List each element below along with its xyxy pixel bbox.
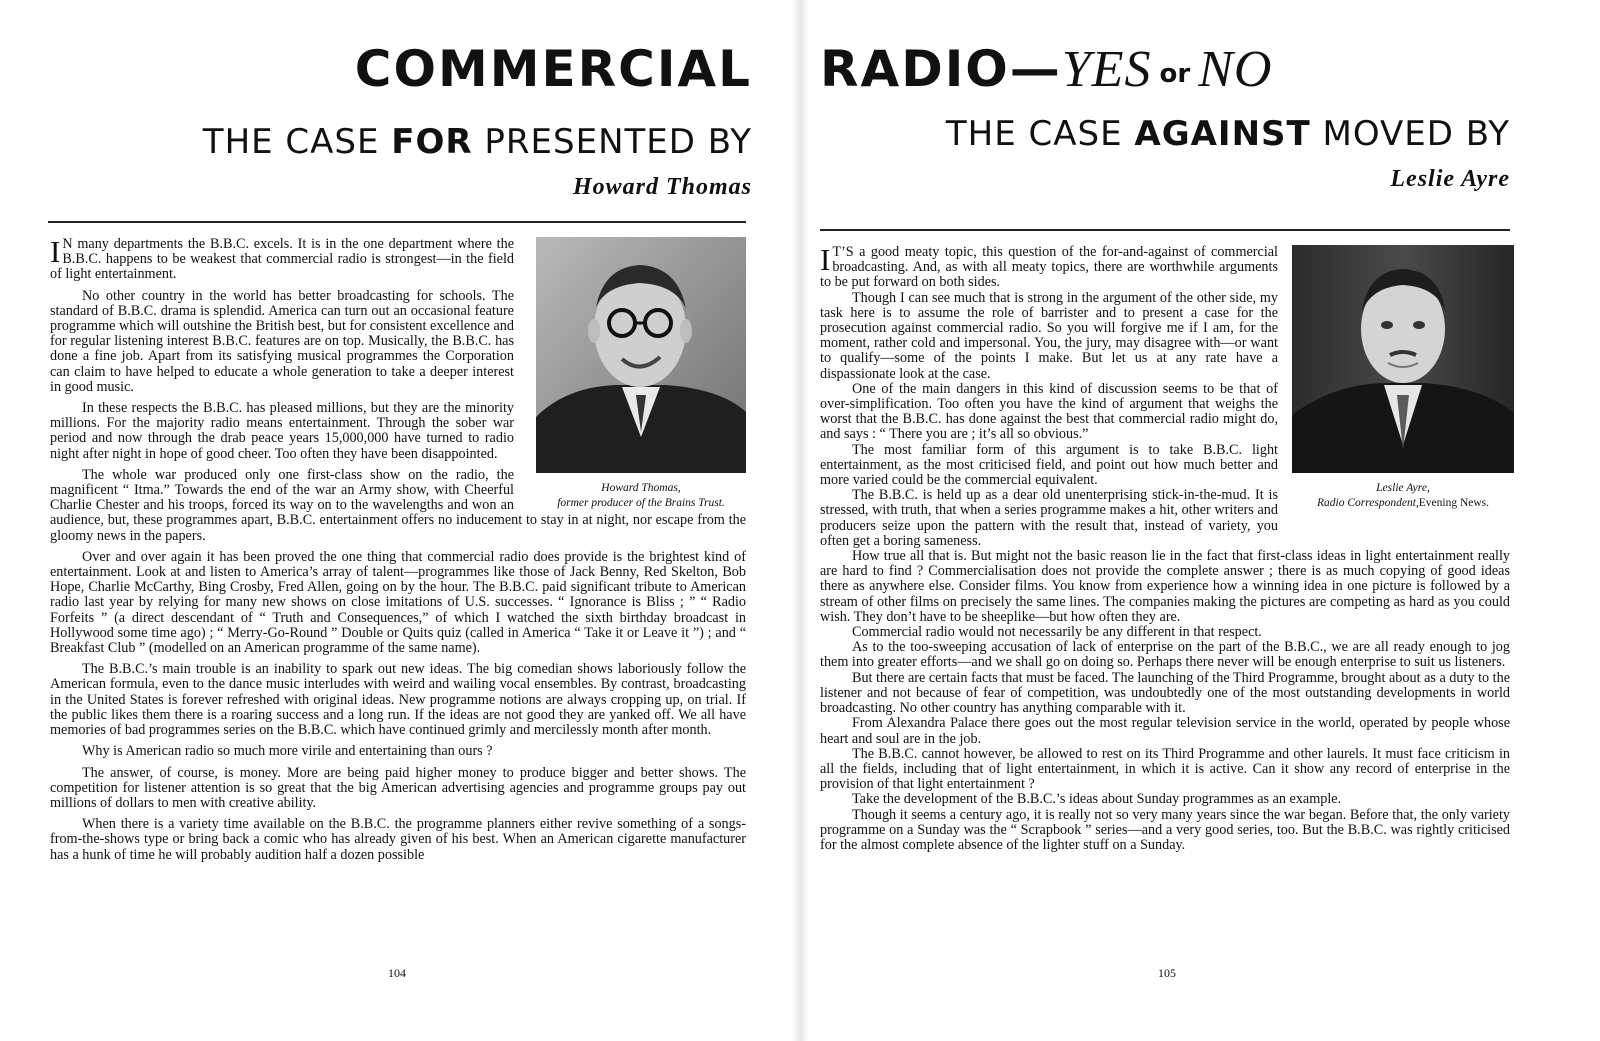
author-leslie-ayre: Leslie Ayre — [1390, 166, 1510, 192]
caption-name: Howard Thomas, — [601, 482, 681, 494]
paragraph: But there are certain facts that must be faced. The launching of the Third Programme, brought about as a duty to the listener and not because of fear of competition, was undoubtedly one of the most outstanding developments in world broadcasting. No other country has anything comparable with it. — [820, 669, 1510, 717]
caption-paper: Evening News. — [1418, 497, 1490, 509]
caption-role: Radio Correspondent, — [1316, 497, 1419, 509]
paragraph: As to the too-sweeping accusation of lack of enterprise on the part of the B.B.C., we are all ready enough to jog them into greater efforts—and we shall go on doing so. Perhaps there never will be enough enterprise to suit us listeners. — [820, 639, 1510, 671]
paragraph: The B.B.C. cannot however, be allowed to rest on its Third Programme and other laurels. It must face criticism in all the fields, including that of light entertainment, in which it is active. Can it show any record of enterprise in the provision of that light entertainment ? — [820, 745, 1510, 793]
drop-cap: I — [50, 234, 61, 269]
paragraph-first-text: T’S a good meaty topic, this question of the for-and-against of commercial broadcasting. And, as with all meaty topics, there are worthwhile arguments to be put forward on both sides. — [820, 244, 1278, 291]
paragraph: The most familiar form of this argument is to take B.B.C. light entertainment, as the most criticised field, and point out how much better and more varied could be the commercial equivalent. — [820, 441, 1278, 489]
case-for-post: PRESENTED BY — [472, 122, 752, 162]
paragraph: How true all that is. But might not the basic reason lie in the fact that first-class ideas in light entertainment really are hard to find ? Commercialisation does not provide the complete answer ; there is as much copying of good ideas there as anywhere else. Consider films. You know from experience how a winning idea in one picture is followed by a stream of other films on precisely the same lines. The companies making the pictures are competing as hard as you could wish. They don’t have to be sheeplike—but how often they are. — [820, 548, 1510, 625]
headline-radio: RADIO— — [820, 40, 1062, 98]
paragraph: The answer, of course, is money. More are being paid higher money to produce bigger and better shows. The competition for listener attention is so great that the big American advertising agencies and programme groups pay out millions of dollars to men with creative ability. — [50, 764, 746, 811]
paragraph: Commercial radio would not necessarily be any different in that respect. — [852, 624, 1262, 641]
paragraph: Over and over again it has been proved the one thing that commercial radio does provide is the brightest kind of entertainment. Look at and listen to America’s array of talent—programmes like those of Jack Benny, Red Skelton, Bob Hope, Charlie McCarthy, Bing Crosby, Fred Allen, going on by the hour. The B.B.C. paid significant tribute to American radio last year by relying for many new shows on close imitations of U.S. successes. “ Ignorance is Bliss ; ” “ Radio Forfeits ” (a direct descendant of “ Truth and Consequences,” of which I watched the sixth birthday broadcast in Hollywood some time ago) ; “ Merry-Go-Round ” Double or Quits quiz (called in America “ Take it or Leave it ”) ; and “ Breakfast Club ” (modelled on an American programme of the same name). — [50, 548, 746, 657]
headline-commercial: COMMERCIAL — [354, 40, 752, 98]
caption-role: former producer of the Brains Trust. — [557, 497, 725, 509]
header-rule — [48, 221, 746, 223]
paragraph: Take the development of the B.B.C.’s ideas about Sunday programmes as an example. — [852, 791, 1342, 808]
header-rule — [820, 229, 1510, 231]
case-for-pre: THE CASE — [202, 122, 392, 162]
article-body-for — [50, 234, 746, 869]
case-against-line — [946, 114, 1510, 154]
case-against-pre: THE CASE — [945, 114, 1135, 154]
paragraph: No other country in the world has better broadcasting for schools. The standard of B.B.C. drama is splendid. America can turn out an occasional feature programme which will outshine the British best, but for consistent excellence and for regular listening interest B.B.C. features are on top. Musically, the B.B.C. has done a fine job. Apart from its satisfying musical programmes the Corporation can claim to have helped to educate a whole generation to take a deeper interest in good music. — [50, 287, 514, 395]
paragraph: The whole war produced only one first-class show on the radio, the magnificent “ Itma.” Towards the end of the war an Army show, with Cheerful Charlie Chester and his troops, forced its way on to the wavelengths and won an audience, but, these programmes apart, B.B.C. entertainment offers no inducement to stay in at night, nor escape from the gloomy news in the papers. — [50, 466, 746, 544]
headline-radio-yes-or-no — [820, 40, 1272, 99]
headline-yes: YES — [1061, 41, 1152, 98]
page-number: 104 — [388, 966, 406, 980]
page-number: 105 — [1158, 966, 1176, 980]
right-page — [800, 0, 1600, 1041]
article-body-against — [820, 242, 1510, 853]
case-for-line — [203, 122, 752, 162]
case-for-bold: FOR — [391, 122, 473, 162]
paragraph: Though I can see much that is strong in the argument of the other side, my task here is to assume the role of barrister and to present a case for the prosecution against commercial radio. So you will forgive me if I am, for the moment, rather cold and impersonal. You, the jury, may disagree with—or want to qualify—some of the points I make. But let us at any rate have a dispassionate look at the case. — [820, 289, 1278, 382]
paragraph: The B.B.C. is held up as a dear old unenterprising stick-in-the-mud. It is stressed, with truth, that when a series programme makes a hit, other writers and producers seize upon the pattern with the result that, instead of variety, you often get a boring sameness. — [820, 487, 1278, 549]
drop-cap: I — [820, 242, 831, 277]
paragraph: When there is a variety time available on the B.B.C. the programme planners either revive something of a songs-from-the-shows type or bring back a comic who has already given of his best. When an American cigarette manufacturer has a hunk of time he will probably audition half a dozen possible — [50, 816, 746, 863]
paragraph: Though it seems a century ago, it is really not so very many years since the war began. Before that, the only variety programme on a Sunday was the “ Scrapbook ” series—and a very good series, too. But the B.B.C. was rightly criticised for the almost complete absence of the lighter stuff on a Sunday. — [820, 806, 1510, 853]
caption-name: Leslie Ayre, — [1376, 482, 1430, 494]
headline-or: or — [1159, 59, 1191, 89]
case-against-post: MOVED BY — [1310, 114, 1510, 154]
headline-no: NO — [1198, 41, 1273, 98]
case-against-bold: AGAINST — [1134, 114, 1311, 154]
paragraph: The B.B.C.’s main trouble is an inability to spark out new ideas. The big comedian shows laboriously follow the American formula, even to the dance music interludes with weird and wailing vocal ensembles. By contrast, broadcasting in the United States is forever refreshed with original ideas. New programme notions are always cropping up, on trial. If the public likes them there is a roaring success and a long run. If the ideas are not good they are yanked off. We all have memories of bad programmes series on the B.B.C. which have continued grimly and mercilessly month after month. — [50, 661, 746, 739]
paragraph: From Alexandra Palace there goes out the most regular television service in the world, operated by people whose heart and soul are in the job. — [820, 715, 1510, 747]
paragraph: Why is American radio so much more virile and entertaining than ours ? — [82, 743, 493, 760]
paragraph-first-text: N many departments the B.B.C. excels. It is in the one department where the B.B.C. happens to be weakest that commercial radio is strongest—in the field of light entertainment. — [50, 236, 514, 283]
paragraph: In these respects the B.B.C. has pleased millions, but they are the minority millions. For the majority radio means entertainment. Through the sober war period and now through the drab peace years 15,000,000 have turned to radio night after night in hope of good cheer. Too often they have been disappointed. — [50, 400, 514, 462]
author-howard-thomas: Howard Thomas — [572, 174, 752, 200]
paragraph: One of the main dangers in this kind of discussion seems to be that of over-simplification. Too often you have the kind of argument that weighs the worst that the B.B.C. has done against the best that commercial radio might do, and says : “ There you are ; it’s all so obvious.” — [820, 380, 1278, 443]
